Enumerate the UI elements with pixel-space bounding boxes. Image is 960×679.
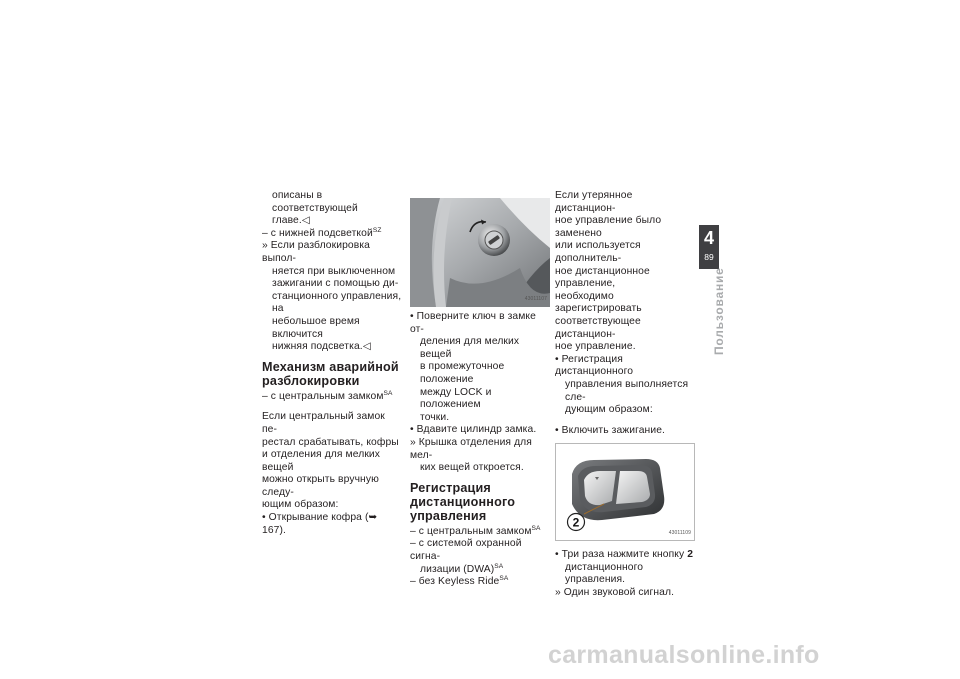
variant-lower-lighting: – с нижней подсветкой$^{SZ}$ (262, 226, 382, 239)
variant-central-locking: – с центральным замком$^{SA}$ (262, 389, 393, 402)
continued-text: описаны в соответствующей главе.◁ (272, 190, 358, 227)
variant-central-locking: – с центральным замком$^{SA}$ (410, 524, 541, 537)
bullet-ignition-on: • Включить зажигание. (555, 424, 665, 436)
chapter-side-label: Пользование (712, 267, 726, 355)
chapter-number: 4 (703, 228, 714, 248)
section-heading-remote-registration: Регистрация дистанционного управления (410, 480, 516, 523)
step-press-cylinder: • Вдавите цилиндр замка. (410, 424, 537, 436)
variant-no-keyless-ride: – без Keyless Ride$^{SA}$ (410, 575, 509, 588)
paragraph-emergency: Если центральный замок пе- рестал срабатывать, кофры и отделения для мелких вещей можно открыть вручную следу- ющим образом: (262, 411, 399, 511)
result-cover-opens: » Крышка отделения для мел- ких вещей откроется. (410, 436, 532, 474)
column-left (262, 190, 402, 537)
result-beep: » Один звуковой сигнал. (555, 587, 675, 599)
figure-remote-key: 2 43011109 (555, 443, 695, 541)
callout-2-label: 2 (572, 515, 580, 530)
result-text: » Если разблокировка выпол- няется при выключенном зажигании с помощью ди- станционного управления, на небольшое время включится нижняя подсветка.◁ (262, 240, 402, 353)
column-right (555, 190, 695, 600)
step-press-button: • Три раза нажмите кнопку 2 дистанционного управления. (555, 549, 694, 586)
bullet-registration: • Регистрация дистанционного управления выполняется сле- дующим образом: (555, 353, 689, 416)
page-number: 89 (704, 252, 714, 262)
paragraph-lost-remote: Если утерянное дистанцион- ное управление было заменено или используется дополнитель- ное дистанционное управление, необходимо зарегистрировать соответствующее дистанцион- ное управление. (555, 190, 662, 353)
bullet-open-case[interactable]: • Открывание кофра (➥ 167). (262, 512, 378, 536)
chapter-tab (699, 225, 719, 269)
storage-compartment-lock-illustration (410, 198, 550, 307)
figure-storage-lock: 43011107 (410, 198, 550, 307)
step-turn-key: • Поверните ключ в замке от- деления для мелких вещей в промежуточное положение между LOCK и положением точки. (410, 311, 536, 423)
column-middle (410, 190, 550, 589)
variant-alarm-system: – с системой охранной сигна- лизации (DWA)$^{SA}$ (410, 538, 522, 575)
watermark: carmanualsonline.info (548, 641, 820, 669)
section-heading-emergency-unlock: Механизм аварийной разблокировки (262, 359, 399, 388)
